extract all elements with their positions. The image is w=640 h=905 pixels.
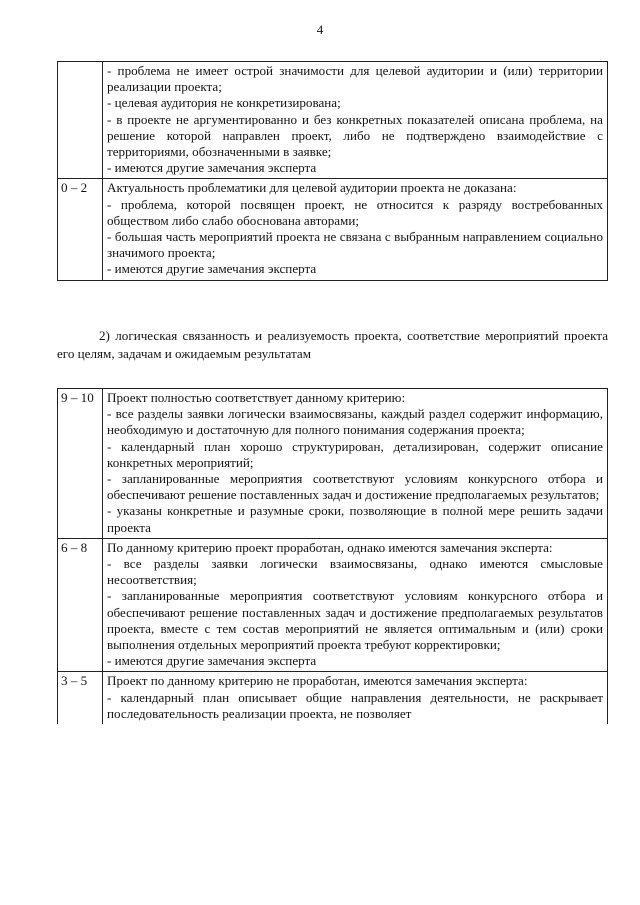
table-row — [58, 538, 608, 672]
criterion-line: - календарный план описывает общие направления деятельности, не раскрывает последовательность реализации проекта, не позволяет — [107, 689, 603, 721]
criterion-line: - указаны конкретные и разумные сроки, позволяющие в полной мере решить задачи проекта — [107, 503, 603, 535]
description-cell — [103, 62, 608, 179]
score-cell — [58, 62, 103, 179]
criterion-line: По данному критерию проект проработан, однако имеются замечания эксперта: — [107, 539, 553, 555]
criterion-line: Проект полностью соответствует данному критерию: — [107, 390, 406, 405]
criterion-line: - имеются другие замечания эксперта — [107, 160, 317, 176]
criterion-line: Проект по данному критерию не проработан, имеются замечания эксперта: — [107, 673, 528, 689]
criterion-line: Актуальность проблематики для целевой аудитории проекта не доказана: — [107, 180, 517, 196]
description-cell — [103, 179, 608, 280]
section-heading-text: 2) логическая связанность и реализуемость проекта, соответствие мероприятий проекта его целям, задачам и ожидаемым результатам — [57, 328, 608, 361]
score-cell: 3 – 5 — [58, 672, 103, 724]
criterion-line: - все разделы заявки логически взаимосвязаны, однако имеются смысловые несоответствия; — [107, 556, 603, 588]
description-cell — [103, 389, 608, 539]
criterion-line: - проблема не имеет острой значимости для целевой аудитории и (или) территории реализации проекта; — [107, 63, 603, 95]
table-row — [58, 179, 608, 280]
criterion-line: - все разделы заявки логически взаимосвязаны, каждый раздел содержит информацию, необходимую и достаточную для полного понимания содержания проекта; — [107, 406, 603, 438]
section-heading — [57, 327, 608, 362]
page-number: 4 — [316, 22, 324, 37]
table-row — [58, 62, 608, 179]
description-cell — [103, 672, 608, 724]
criterion-line: - запланированные мероприятия соответствуют условиям конкурсного отбора и обеспечивают решение поставленных задач и достижение предполагаемых результатов проекта, вместе с тем состав мероприятий не является оптимальным и (или) сроки выполнения отдельных мероприятий проекта требуют корректировки; — [107, 588, 603, 653]
table-row — [58, 672, 608, 724]
description-cell — [103, 538, 608, 672]
score-cell: 6 – 8 — [58, 538, 103, 672]
criterion-line: - календарный план хорошо структурирован, детализирован, содержит описание конкретных мероприятий; — [107, 438, 603, 470]
criterion-line: - проблема, которой посвящен проект, не относится к разряду востребованных обществом либо слабо обоснована авторами; — [107, 196, 603, 228]
criteria-table-1 — [57, 61, 608, 281]
criterion-line: - запланированные мероприятия соответствуют условиям конкурсного отбора и обеспечивают решение поставленных задач и достижение предполагаемых результатов; — [107, 471, 603, 503]
criterion-line: - целевая аудитория не конкретизирована; — [107, 95, 341, 111]
criterion-line: - имеются другие замечания эксперта — [107, 261, 317, 277]
criterion-line: - в проекте не аргументированно и без конкретных показателей описана проблема, на решение которой направлен проект, либо не подтверждено взаимодействие с территориями, обозначенными в заявке; — [107, 111, 603, 160]
criterion-line: - имеются другие замечания эксперта — [107, 653, 317, 669]
table-row — [58, 389, 608, 539]
score-cell: 0 – 2 — [58, 179, 103, 280]
criteria-table-2 — [57, 388, 608, 724]
criterion-line: - большая часть мероприятий проекта не связана с выбранным направлением социально значимого проекта; — [107, 229, 603, 261]
score-cell: 9 – 10 — [58, 389, 103, 539]
